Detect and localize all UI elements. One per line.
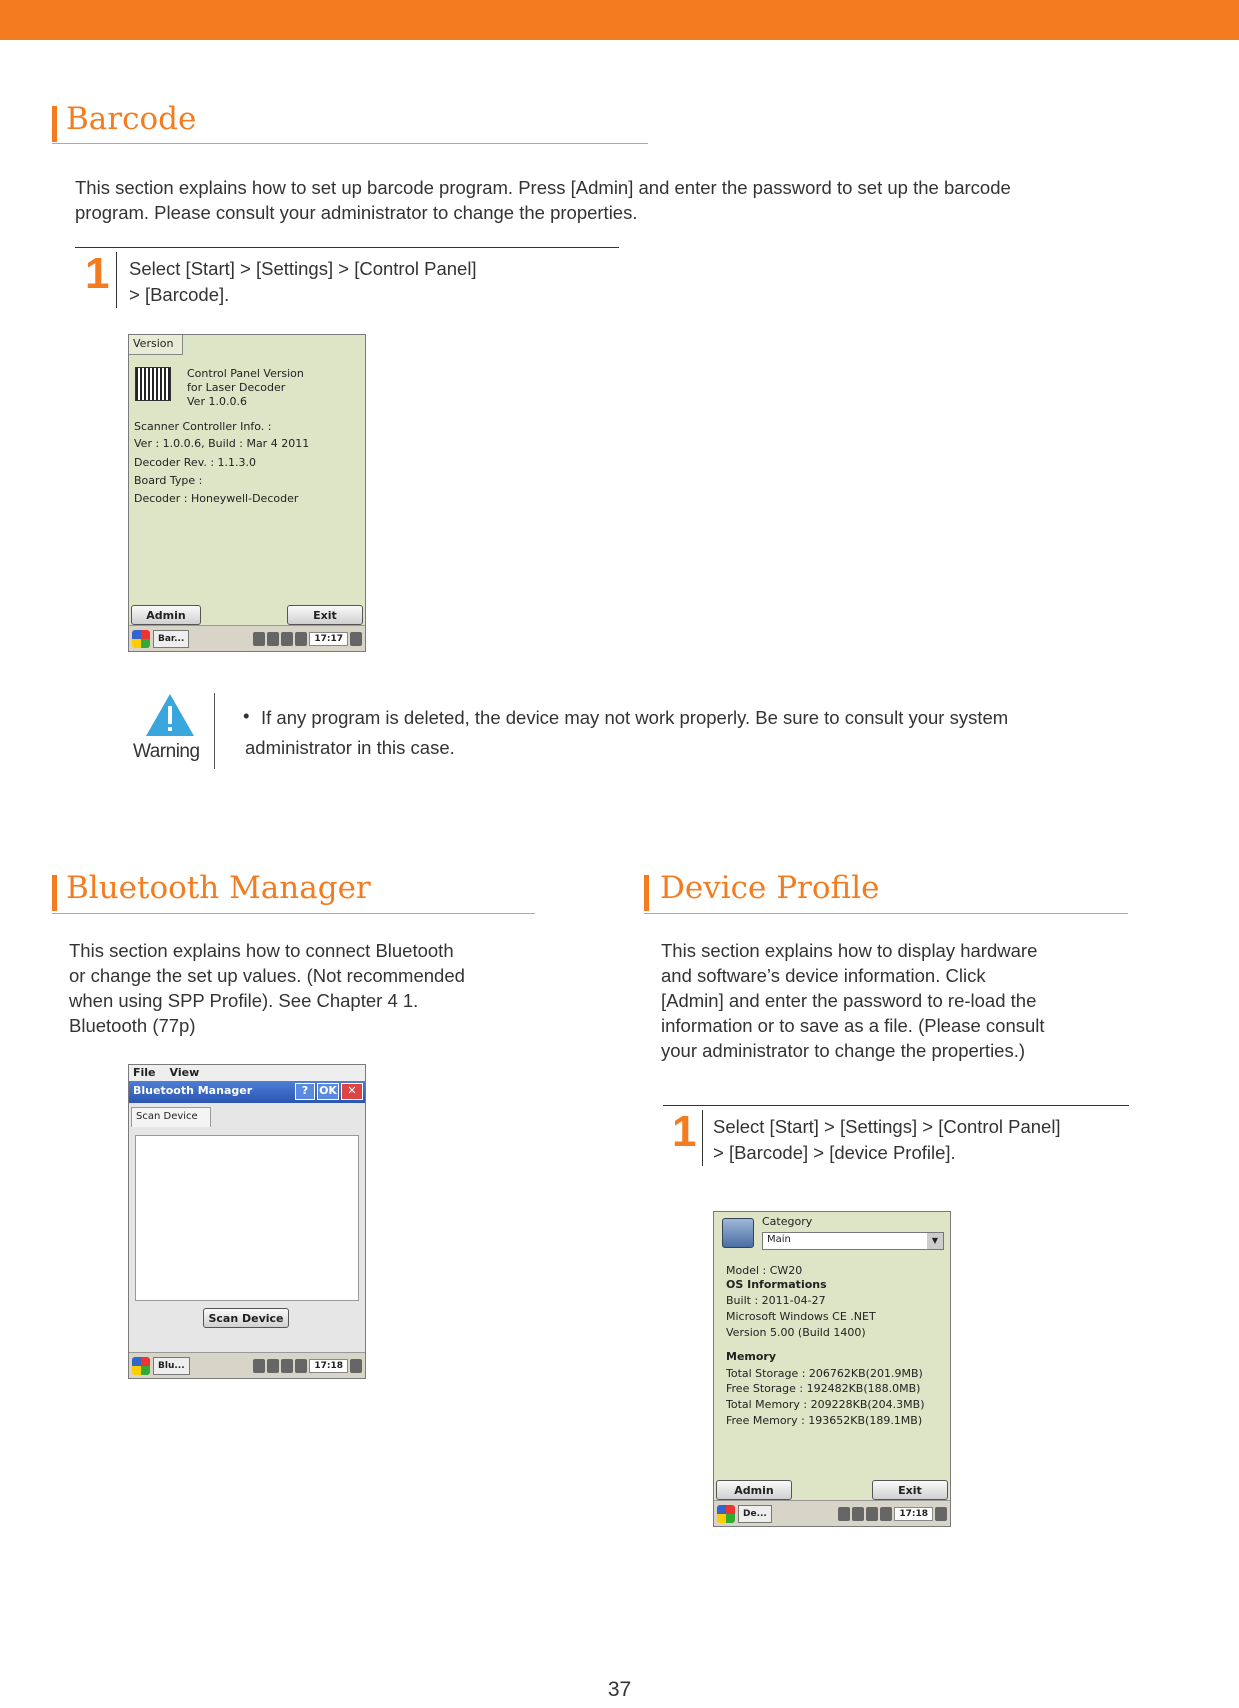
board-type-line: Board Type : (134, 474, 203, 487)
view-menu[interactable]: View (169, 1066, 200, 1079)
tray-icons (192, 632, 362, 646)
battery-icon (295, 632, 307, 646)
start-icon[interactable] (132, 1357, 150, 1375)
bluetooth-icon[interactable] (253, 1359, 265, 1373)
cp-version-line-1: Control Panel Version (187, 367, 304, 380)
warning-label: Warning (133, 741, 200, 762)
device-profile-para-line-3: [Admin] and enter the password to re-load the (661, 990, 1037, 1011)
version-tab[interactable]: Version (129, 335, 183, 355)
bluetooth-title-marker (52, 875, 57, 911)
warning-divider (214, 693, 215, 769)
warning-line-1: If any program is deleted, the device may not work properly. Be sure to consult your system (261, 707, 1009, 728)
taskbar-task[interactable]: Bar... (153, 630, 189, 648)
barcode-intro-line-1: This section explains how to set up barcode program. Press [Admin] and enter the password to set up the barcode (75, 177, 1011, 198)
signal-icon (852, 1507, 864, 1521)
os-heading: OS Informations (726, 1278, 827, 1291)
clock: 17:18 (894, 1507, 933, 1521)
admin-button[interactable]: Admin (131, 605, 201, 625)
bluetooth-manager-screen (128, 1064, 366, 1379)
bluetooth-para-line-2: or change the set up values. (Not recommended (69, 965, 465, 986)
device-list[interactable] (135, 1135, 359, 1301)
network-icon[interactable] (281, 1359, 293, 1373)
bluetooth-section-title: Bluetooth Manager (66, 870, 371, 906)
network-icon[interactable] (281, 632, 293, 646)
device-profile-para-line-1: This section explains how to display hardware (661, 940, 1038, 961)
ok-button[interactable]: OK (317, 1083, 339, 1100)
clock: 17:18 (309, 1359, 348, 1373)
os-version-line: Version 5.00 (Build 1400) (726, 1326, 866, 1339)
warning-line-2: administrator in this case. (245, 737, 455, 758)
scanner-info-line: Scanner Controller Info. : (134, 420, 272, 433)
cp-version-line-2: for Laser Decoder (187, 381, 286, 394)
barcode-icon (135, 367, 171, 401)
windows-switch-icon[interactable] (350, 632, 362, 646)
device-settings-icon (722, 1218, 754, 1248)
bluetooth-para-line-4: Bluetooth (77p) (69, 1015, 196, 1036)
cp-version-line-3: Ver 1.0.0.6 (187, 395, 247, 408)
device-profile-screen (713, 1211, 951, 1527)
signal-icon (267, 632, 279, 646)
barcode-step-divider (116, 252, 117, 308)
bt-menu-bar (129, 1065, 365, 1081)
device-profile-title-marker (644, 875, 649, 911)
clock: 17:17 (309, 632, 348, 646)
close-icon[interactable]: ✕ (341, 1083, 363, 1100)
barcode-title-marker (52, 106, 57, 142)
barcode-title-rule (52, 143, 648, 144)
model-line: Model : CW20 (726, 1264, 803, 1277)
page-number: 37 (607, 1678, 632, 1701)
device-profile-step-divider (702, 1110, 703, 1166)
free-storage-line: Free Storage : 192482KB(188.0MB) (726, 1382, 921, 1395)
taskbar-task[interactable]: De... (738, 1505, 772, 1523)
os-built-line: Built : 2011-04-27 (726, 1294, 826, 1307)
signal-icon (267, 1359, 279, 1373)
device-profile-step-line-2: > [Barcode] > [device Profile]. (713, 1142, 956, 1163)
admin-button[interactable]: Admin (716, 1480, 792, 1500)
taskbar (129, 625, 365, 651)
bt-window-title: Bluetooth Manager (133, 1084, 253, 1097)
device-profile-section-title: Device Profile (660, 870, 880, 906)
bluetooth-icon[interactable] (253, 632, 265, 646)
tray-icons (775, 1507, 947, 1521)
bt-title-bar (129, 1081, 365, 1103)
os-name-line: Microsoft Windows CE .NET (726, 1310, 876, 1323)
decoder-line: Decoder : Honeywell-Decoder (134, 492, 299, 505)
device-profile-step-number: 1 (672, 1107, 697, 1156)
battery-icon (295, 1359, 307, 1373)
top-color-bar (0, 0, 1239, 40)
category-value: Main (767, 1234, 791, 1245)
barcode-step-line-2: > [Barcode]. (129, 284, 230, 305)
scan-device-tab[interactable]: Scan Device (131, 1107, 211, 1127)
decoder-rev-line: Decoder Rev. : 1.1.3.0 (134, 456, 257, 469)
barcode-section-title: Barcode (66, 101, 197, 137)
tray-icons (193, 1359, 362, 1373)
network-icon[interactable] (866, 1507, 878, 1521)
bt-taskbar (129, 1352, 365, 1378)
battery-icon (880, 1507, 892, 1521)
bluetooth-title-rule (52, 913, 535, 914)
device-profile-para-line-5: your administrator to change the properties.) (661, 1040, 1026, 1061)
start-icon[interactable] (717, 1505, 735, 1523)
exit-button[interactable]: Exit (872, 1480, 948, 1500)
total-storage-line: Total Storage : 206762KB(201.9MB) (726, 1367, 923, 1380)
bluetooth-para-line-1: This section explains how to connect Bluetooth (69, 940, 454, 961)
warning-bullet: • (243, 705, 250, 726)
bluetooth-para-line-3: when using SPP Profile). See Chapter 4 1. (69, 990, 419, 1011)
barcode-step-rule (75, 247, 619, 248)
device-profile-para-line-2: and software’s device information. Click (661, 965, 986, 986)
memory-heading: Memory (726, 1350, 777, 1363)
taskbar-task[interactable]: Blu... (153, 1357, 190, 1375)
category-label: Category (762, 1215, 813, 1228)
device-profile-para-line-4: information or to save as a file. (Please consult (661, 1015, 1045, 1036)
barcode-step-line-1: Select [Start] > [Settings] > [Control Panel] (129, 258, 477, 279)
file-menu[interactable]: File (133, 1066, 156, 1079)
category-select[interactable] (762, 1232, 944, 1250)
total-memory-line: Total Memory : 209228KB(204.3MB) (726, 1398, 925, 1411)
scanner-ver-line: Ver : 1.0.0.6, Build : Mar 4 2011 (134, 437, 310, 450)
warning-icon (144, 692, 196, 738)
device-profile-title-rule (644, 913, 1128, 914)
barcode-intro-line-2: program. Please consult your administrator to change the properties. (75, 202, 638, 223)
windows-switch-icon[interactable] (350, 1359, 362, 1373)
barcode-step-number: 1 (85, 249, 110, 298)
exit-button[interactable]: Exit (287, 605, 363, 625)
help-button[interactable]: ? (295, 1083, 315, 1100)
scan-device-button[interactable]: Scan Device (203, 1308, 289, 1328)
barcode-version-screen (128, 334, 366, 652)
start-icon[interactable] (132, 630, 150, 648)
device-profile-step-rule (663, 1105, 1129, 1106)
device-profile-step-line-1: Select [Start] > [Settings] > [Control Panel] (713, 1116, 1061, 1137)
chevron-down-icon[interactable]: ▼ (927, 1233, 943, 1249)
dp-taskbar (714, 1500, 950, 1526)
bluetooth-icon[interactable] (838, 1507, 850, 1521)
free-memory-line: Free Memory : 193652KB(189.1MB) (726, 1414, 923, 1427)
windows-switch-icon[interactable] (935, 1507, 947, 1521)
